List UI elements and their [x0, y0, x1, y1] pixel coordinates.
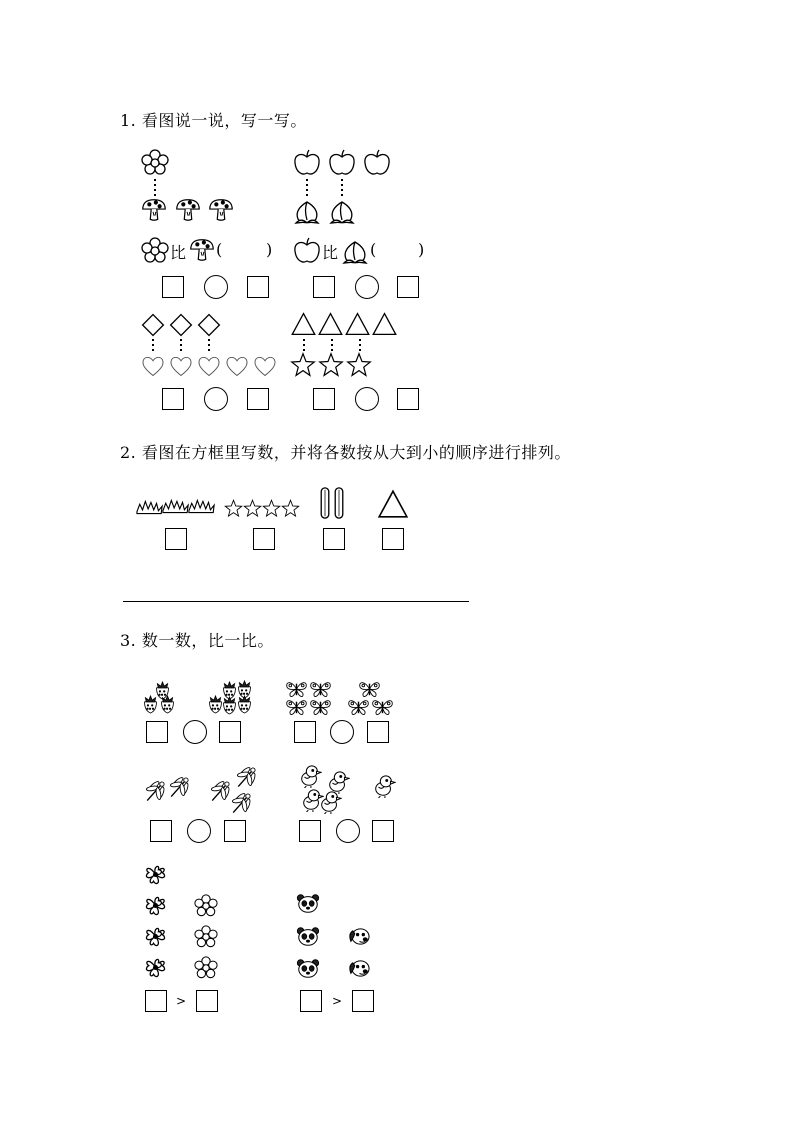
dog-icon	[347, 926, 372, 947]
butterfly-icon	[358, 680, 381, 698]
dragonfly-icon	[233, 764, 259, 790]
answer-box[interactable]	[397, 388, 419, 410]
daisy-icon	[194, 956, 218, 980]
dotted-connector	[305, 178, 309, 198]
star-icon	[290, 352, 316, 378]
leaf-icon	[188, 496, 216, 518]
answer-box[interactable]	[367, 721, 389, 743]
dotted-connector	[179, 338, 183, 354]
greater-than-sign: >	[176, 994, 187, 1008]
star-icon	[346, 352, 372, 378]
clover-icon	[143, 893, 168, 918]
dotted-connector	[340, 178, 344, 198]
answer-box[interactable]	[294, 721, 316, 743]
bracket-close: )	[418, 240, 425, 259]
peach-icon	[292, 196, 322, 226]
panda-icon	[296, 893, 320, 914]
answer-line[interactable]	[123, 601, 469, 602]
stick-icon	[333, 486, 345, 520]
answer-box[interactable]	[146, 721, 168, 743]
mushroom-icon	[188, 236, 216, 264]
answer-circle[interactable]	[355, 275, 379, 299]
stick-icon	[319, 486, 331, 520]
star-icon	[281, 499, 300, 518]
panda-icon	[296, 926, 320, 947]
answer-box[interactable]	[299, 820, 321, 842]
butterfly-icon	[371, 698, 394, 716]
strawberry-icon	[236, 695, 253, 714]
butterfly-icon	[285, 680, 308, 698]
dragonfly-icon	[228, 790, 254, 816]
dog-icon	[347, 958, 372, 979]
answer-box[interactable]	[300, 990, 322, 1012]
chick-icon	[318, 790, 342, 814]
answer-circle[interactable]	[204, 387, 228, 411]
dotted-connector	[151, 338, 155, 354]
butterfly-icon	[309, 680, 332, 698]
answer-box[interactable]	[247, 388, 269, 410]
triangle-icon	[344, 311, 371, 337]
dragonfly-icon	[166, 774, 192, 800]
greater-than-sign: >	[332, 994, 343, 1008]
leaf-icon	[136, 498, 164, 518]
answer-box[interactable]	[165, 528, 187, 550]
question-3-title: 3. 数一数，比一比。	[120, 631, 274, 650]
answer-box[interactable]	[162, 388, 184, 410]
bracket-open: (	[216, 240, 223, 259]
answer-box[interactable]	[323, 528, 345, 550]
strawberry-icon	[159, 695, 176, 714]
answer-box[interactable]	[196, 990, 218, 1012]
butterfly-icon	[309, 698, 332, 716]
dotted-connector	[153, 178, 157, 198]
answer-circle[interactable]	[355, 387, 379, 411]
question-1-title: 1. 看图说一说，写一写。	[120, 111, 307, 130]
heart-icon	[252, 353, 278, 379]
star-icon	[262, 499, 281, 518]
compare-text: 比	[170, 243, 187, 262]
triangle-icon	[317, 311, 344, 337]
chick-icon	[298, 764, 322, 788]
answer-box[interactable]	[372, 820, 394, 842]
flower-icon	[140, 236, 170, 266]
answer-box[interactable]	[145, 990, 167, 1012]
dragonfly-icon	[142, 778, 168, 804]
leaf-icon	[162, 496, 190, 518]
triangle-icon	[376, 488, 410, 520]
diamond-icon	[196, 312, 222, 338]
heart-icon	[168, 353, 194, 379]
daisy-icon	[194, 894, 218, 918]
panda-icon	[296, 958, 320, 979]
apple-icon	[362, 148, 392, 178]
answer-box[interactable]	[247, 276, 269, 298]
heart-icon	[224, 353, 250, 379]
answer-circle[interactable]	[183, 720, 207, 744]
answer-box[interactable]	[352, 990, 374, 1012]
strawberry-icon	[142, 695, 159, 714]
triangle-icon	[290, 311, 317, 337]
question-2-title: 2. 看图在方框里写数，并将各数按从大到小的顺序进行排列。	[120, 443, 571, 462]
diamond-icon	[140, 312, 166, 338]
answer-circle[interactable]	[330, 720, 354, 744]
chick-icon	[372, 774, 396, 798]
clover-icon	[143, 862, 168, 887]
daisy-icon	[194, 925, 218, 949]
answer-box[interactable]	[253, 528, 275, 550]
mushroom-icon	[207, 196, 235, 224]
star-icon	[243, 499, 262, 518]
clover-icon	[143, 955, 168, 980]
mushroom-icon	[140, 196, 168, 224]
answer-box[interactable]	[313, 388, 335, 410]
apple-icon	[292, 148, 322, 178]
triangle-icon	[371, 311, 398, 337]
star-icon	[224, 499, 243, 518]
clover-icon	[143, 924, 168, 949]
peach-icon	[340, 236, 370, 266]
star-icon	[318, 352, 344, 378]
apple-icon	[292, 236, 322, 266]
butterfly-icon	[347, 698, 370, 716]
answer-circle[interactable]	[204, 275, 228, 299]
answer-circle[interactable]	[336, 819, 360, 843]
answer-box[interactable]	[162, 276, 184, 298]
compare-text: 比	[322, 243, 339, 262]
heart-icon	[196, 353, 222, 379]
butterfly-icon	[285, 698, 308, 716]
answer-circle[interactable]	[187, 819, 211, 843]
heart-icon	[140, 353, 166, 379]
answer-box[interactable]	[150, 820, 172, 842]
apple-icon	[327, 148, 357, 178]
answer-box[interactable]	[224, 820, 246, 842]
diamond-icon	[168, 312, 194, 338]
answer-box[interactable]	[219, 721, 241, 743]
flower-icon	[140, 148, 170, 178]
answer-box[interactable]	[313, 276, 335, 298]
answer-box[interactable]	[382, 528, 404, 550]
mushroom-icon	[174, 196, 202, 224]
bracket-open: (	[370, 240, 377, 259]
dotted-connector	[207, 338, 211, 354]
peach-icon	[327, 196, 357, 226]
bracket-close: )	[266, 240, 273, 259]
answer-box[interactable]	[397, 276, 419, 298]
